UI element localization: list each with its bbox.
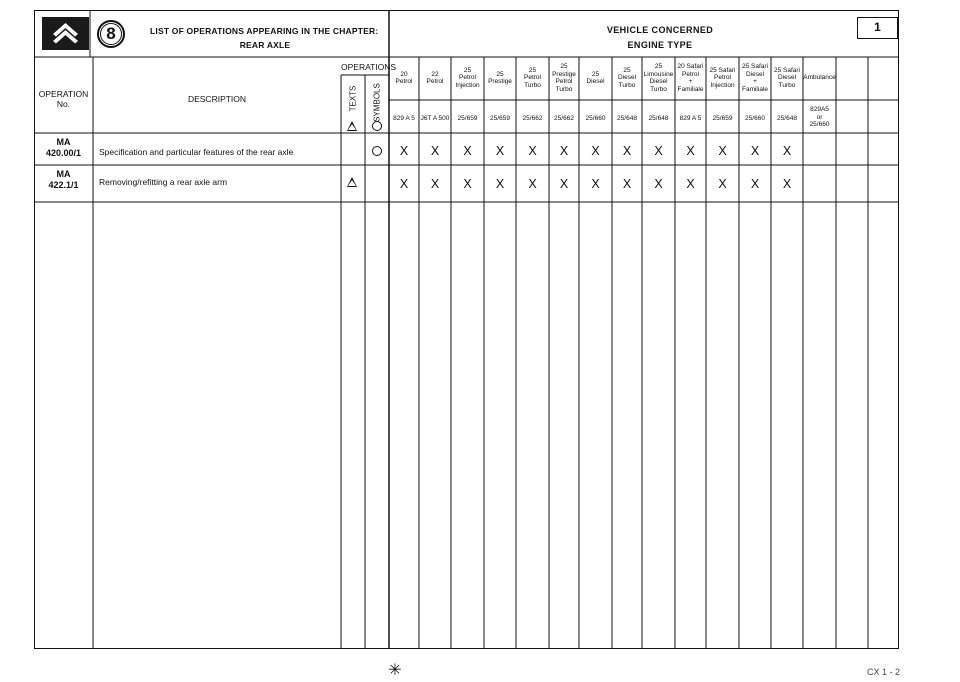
vehicle-header xyxy=(516,67,549,90)
operation-number-part: MA xyxy=(56,137,71,147)
vehicle-header xyxy=(451,67,484,90)
engine-code: 25/648 xyxy=(648,115,669,122)
applicability-mark: X xyxy=(654,177,663,191)
operation-number xyxy=(34,137,93,159)
operation-description: Removing/refitting a rear axle arm xyxy=(99,177,228,187)
engine-code: 25/659 xyxy=(457,115,478,122)
engine-code: 25/662 xyxy=(554,115,574,122)
applicability-mark: X xyxy=(654,144,663,158)
engine-code: J6T A 500 xyxy=(420,115,450,122)
citroen-logo xyxy=(42,17,89,50)
applicability-mark: X xyxy=(463,177,472,191)
engine-code: 829 A 5 xyxy=(679,115,702,122)
vehicle-header xyxy=(642,63,675,93)
vehicle-label-line: Prestige xyxy=(488,78,512,85)
applicability-mark: X xyxy=(399,144,409,158)
vehicle-header xyxy=(579,71,612,86)
vehicle-label-line: Diesel xyxy=(649,78,668,85)
engine-code: 829 A 5 xyxy=(393,115,415,122)
operation-number-part: 420.00/1 xyxy=(45,148,82,158)
engine-title: ENGINE TYPE xyxy=(627,40,693,50)
vehicle-label-line: Diesel xyxy=(617,74,637,82)
vehicle-label-line: Familiale xyxy=(677,85,704,93)
vehicle-header xyxy=(771,67,803,90)
vehicle-label-line: + xyxy=(753,78,757,85)
applicability-mark: X xyxy=(495,144,505,158)
applicability-mark: X xyxy=(463,144,472,158)
operation-no-heading: OPERATION No. xyxy=(38,89,89,109)
engine-code-part: 25/660 xyxy=(809,121,830,128)
vehicle-label-line: Turbo xyxy=(618,81,636,89)
asterisk-icon: ✳ xyxy=(388,662,402,679)
engine-code: 25/648 xyxy=(777,115,797,122)
operation-description: Specification and particular features of the rear axle xyxy=(99,147,294,157)
vehicle-header xyxy=(803,74,836,82)
vehicle-label-line: 25 Safari xyxy=(741,63,769,70)
vehicle-label-line: Petrol xyxy=(714,74,731,82)
engine-code-part: 829A5 xyxy=(810,106,829,113)
vehicle-label-line: 25 xyxy=(463,66,472,74)
vehicle-label-line: 22 xyxy=(431,70,439,78)
vehicle-header xyxy=(484,71,516,86)
operation-number-part: MA xyxy=(56,169,71,179)
engine-code: 25/660 xyxy=(585,115,606,122)
vehicle-label-line: 20 xyxy=(400,70,408,78)
vehicle-label-line: 25 xyxy=(623,66,631,74)
vehicle-label-line: 20 Safari xyxy=(677,63,704,70)
symbols-heading: SYMBOLS xyxy=(372,83,382,122)
vehicle-label-line: Petrol xyxy=(395,78,413,85)
operation-number xyxy=(34,169,93,191)
applicability-mark: X xyxy=(591,177,600,191)
circle-icon xyxy=(372,121,382,131)
applicability-mark: X xyxy=(430,144,440,158)
vehicle-label-line: 25 Safari xyxy=(773,66,801,74)
chapter-number: 8 xyxy=(106,24,116,43)
description-heading: DESCRIPTION xyxy=(187,94,247,104)
applicability-mark: X xyxy=(718,144,727,158)
vehicle-label-line: 25 xyxy=(528,66,537,74)
vehicle-label-line: Petrol xyxy=(555,78,573,85)
vehicle-label-line: Prestige xyxy=(552,70,576,78)
vehicle-header xyxy=(739,63,771,93)
page-reference: CX 1 - 2 xyxy=(866,667,900,677)
vehicle-label-line: Turbo xyxy=(650,85,667,93)
vehicle-header xyxy=(419,71,451,86)
vehicle-header xyxy=(549,63,579,93)
triangle-icon xyxy=(347,121,357,131)
vehicle-label-line: Turbo xyxy=(555,85,573,93)
applicability-mark: X xyxy=(750,177,760,191)
vehicle-label-line: Petrol xyxy=(524,74,541,82)
vehicle-label-line: 25 xyxy=(654,63,663,70)
applicability-mark: X xyxy=(528,177,537,191)
page-number: 1 xyxy=(857,17,898,39)
vehicle-label-line: 25 xyxy=(591,70,600,78)
engine-code: 25/659 xyxy=(712,115,733,122)
applicability-mark: X xyxy=(622,144,632,158)
vehicle-label-line: 25 xyxy=(496,70,504,78)
vehicle-label-line: + xyxy=(688,78,693,85)
chapter-number-badge xyxy=(97,20,125,48)
applicability-mark: X xyxy=(399,177,409,191)
vehicle-label-line: Familiale xyxy=(741,85,768,93)
applicability-mark: X xyxy=(528,144,537,158)
engine-code: 25/659 xyxy=(490,115,510,122)
vehicle-label-line: Diesel xyxy=(586,78,605,85)
texts-heading: TEXTS xyxy=(348,85,358,112)
applicability-mark: X xyxy=(782,177,792,191)
applicability-mark: X xyxy=(559,177,569,191)
vehicle-label-line: Turbo xyxy=(778,81,796,89)
operations-heading: OPERATIONS xyxy=(341,62,397,72)
engine-code: 25/662 xyxy=(522,115,543,122)
vehicle-label-line: Turbo xyxy=(524,81,541,89)
vehicle-header xyxy=(675,63,706,93)
triangle-icon xyxy=(347,177,357,187)
engine-code: 25/648 xyxy=(617,115,637,122)
vehicle-label-line: Petrol xyxy=(426,78,444,85)
vehicle-label-line: 25 xyxy=(560,63,568,70)
vehicle-label-line: Injection xyxy=(710,81,735,89)
vehicle-label-line: Injection xyxy=(455,81,480,89)
applicability-mark: X xyxy=(686,144,695,158)
applicability-mark: X xyxy=(750,144,760,158)
vehicle-label-line: Limousine xyxy=(643,70,674,78)
engine-code: 25/660 xyxy=(745,115,765,122)
vehicle-label-line: Petrol xyxy=(682,70,699,78)
list-title: LIST OF OPERATIONS APPEARING IN THE CHAPTER: xyxy=(150,26,379,36)
applicability-mark: X xyxy=(559,144,569,158)
chapter-title: REAR AXLE xyxy=(239,40,291,50)
engine-code-or: or xyxy=(816,113,823,121)
vehicle-label-line: Ambulance xyxy=(803,74,836,82)
applicability-mark: X xyxy=(430,177,440,191)
applicability-mark: X xyxy=(591,144,600,158)
vehicle-header xyxy=(612,67,642,90)
operation-number-part: 422.1/1 xyxy=(48,180,79,190)
vehicle-header xyxy=(389,71,419,86)
vehicle-header xyxy=(706,67,739,90)
applicability-mark: X xyxy=(495,177,505,191)
vehicle-label-line: Diesel xyxy=(777,74,797,82)
circle-icon xyxy=(372,146,382,156)
vehicle-title: VEHICLE CONCERNED xyxy=(606,25,714,35)
vehicle-label-line: Petrol xyxy=(459,74,476,82)
applicability-mark: X xyxy=(622,177,632,191)
applicability-mark: X xyxy=(686,177,695,191)
applicability-mark: X xyxy=(718,177,727,191)
vehicle-label-line: Diesel xyxy=(745,70,765,78)
applicability-mark: X xyxy=(782,144,792,158)
vehicle-label-line: 25 Safari xyxy=(709,66,736,74)
engine-code xyxy=(803,106,836,129)
